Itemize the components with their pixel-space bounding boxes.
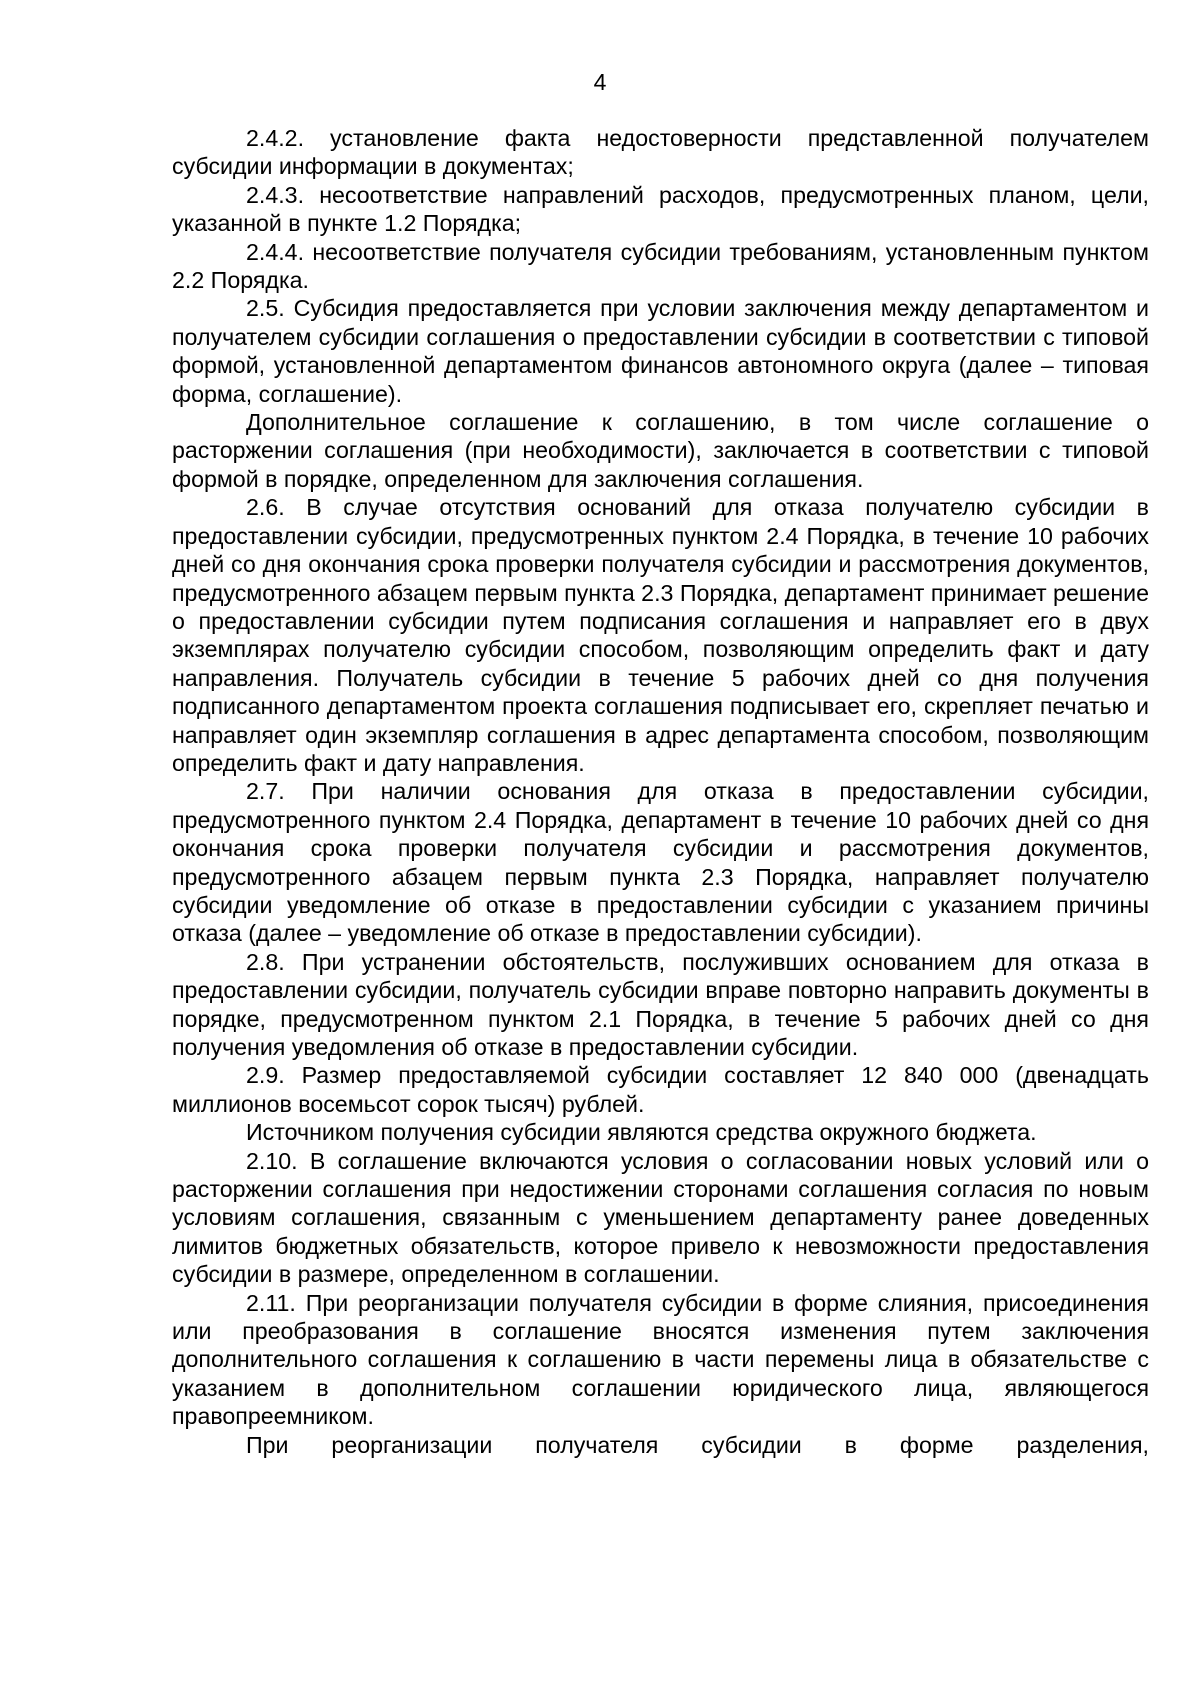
paragraph-2-6: 2.6. В случае отсутствия оснований для отказа получателю субсидии в предоставлении субсидии, предусмотренных пунктом 2.4 Порядка, в течение 10 рабочих дней со дня окончания срока проверки получателя субсидии и рассмотрения документов, предусмотренного абзацем первым пункта 2.3 Порядка, департамент принимает решение о предоставлении субсидии путем подписания соглашения и направляет его в двух экземплярах получателю субсидии способом, позволяющим определить факт и дату направления. Получатель субсидии в течение 5 рабочих дней со дня получения подписанного департаментом проекта соглашения подписывает его, скрепляет печатью и направляет один экземпляр соглашения в адрес департамента способом, позволяющим определить факт и дату направления. [172, 494, 1149, 776]
paragraph-reorganization-division: При реорганизации получателя субсидии в форме разделения, [246, 1431, 1149, 1458]
paragraph-2-9: 2.9. Размер предоставляемой субсидии составляет 12 840 000 (двенадцать миллионов восемьсот сорок тысяч) рублей. [172, 1062, 1149, 1117]
paragraph-2-5: 2.5. Субсидия предоставляется при условии заключения между департаментом и получателем субсидии соглашения о предоставлении субсидии в соответствии с типовой формой, установленной департаментом финансов автономного округа (далее – типовая форма, соглашение). [172, 295, 1149, 407]
page-number: 4 [593, 69, 607, 95]
paragraph-funding-source: Источником получения субсидии являются средства окружного бюджета. [246, 1119, 1037, 1146]
paragraph-2-10: 2.10. В соглашение включаются условия о согласовании новых условий или о расторжении соглашения при недостижении сторонами соглашения согласия по новым условиям соглашения, связанным с уменьшением департаменту ранее доведенных лимитов бюджетных обязательств, которое привело к невозможности предоставления субсидии в размере, определенном в соглашении. [172, 1147, 1149, 1288]
paragraph-2-4-2: 2.4.2. установление факта недостоверности представленной получателем субсидии информации в документах; [172, 125, 1149, 180]
paragraph-2-7: 2.7. При наличии основания для отказа в предоставлении субсидии, предусмотренного пунктом 2.4 Порядка, департамент в течение 10 рабочих дней со дня окончания срока проверки получателя субсидии и рассмотрения документов, предусмотренного абзацем первым пункта 2.3 Порядка, направляет получателю субсидии уведомление об отказе в предоставлении субсидии с указанием причины отказа (далее – уведомление об отказе в предоставлении субсидии). [172, 778, 1149, 947]
document-body [172, 124, 1149, 1459]
paragraph-additional-agreement: Дополнительное соглашение к соглашению, в том числе соглашение о расторжении соглашения (при необходимости), заключается в соответствии с типовой формой в порядке, определенном для заключения соглашения. [172, 409, 1149, 492]
paragraph-2-4-3: 2.4.3. несоответствие направлений расходов, предусмотренных планом, цели, указанной в пункте 1.2 Порядка; [172, 181, 1149, 237]
paragraph-2-11: 2.11. При реорганизации получателя субсидии в форме слияния, присоединения или преобразования в соглашение вносятся изменения путем заключения дополнительного соглашения к соглашению в части перемены лица в обязательстве с указанием в дополнительном соглашении юридического лица, являющегося правопреемником. [172, 1289, 1149, 1430]
paragraph-2-4-4: 2.4.4. несоответствие получателя субсидии требованиям, установленным пунктом 2.2 Порядка. [172, 238, 1149, 294]
paragraph-2-8: 2.8. При устранении обстоятельств, послуживших основанием для отказа в предоставлении субсидии, получатель субсидии вправе повторно направить документы в порядке, предусмотренном пунктом 2.1 Порядка, в течение 5 рабочих дней со дня получения уведомления об отказе в предоставлении субсидии. [172, 948, 1149, 1060]
